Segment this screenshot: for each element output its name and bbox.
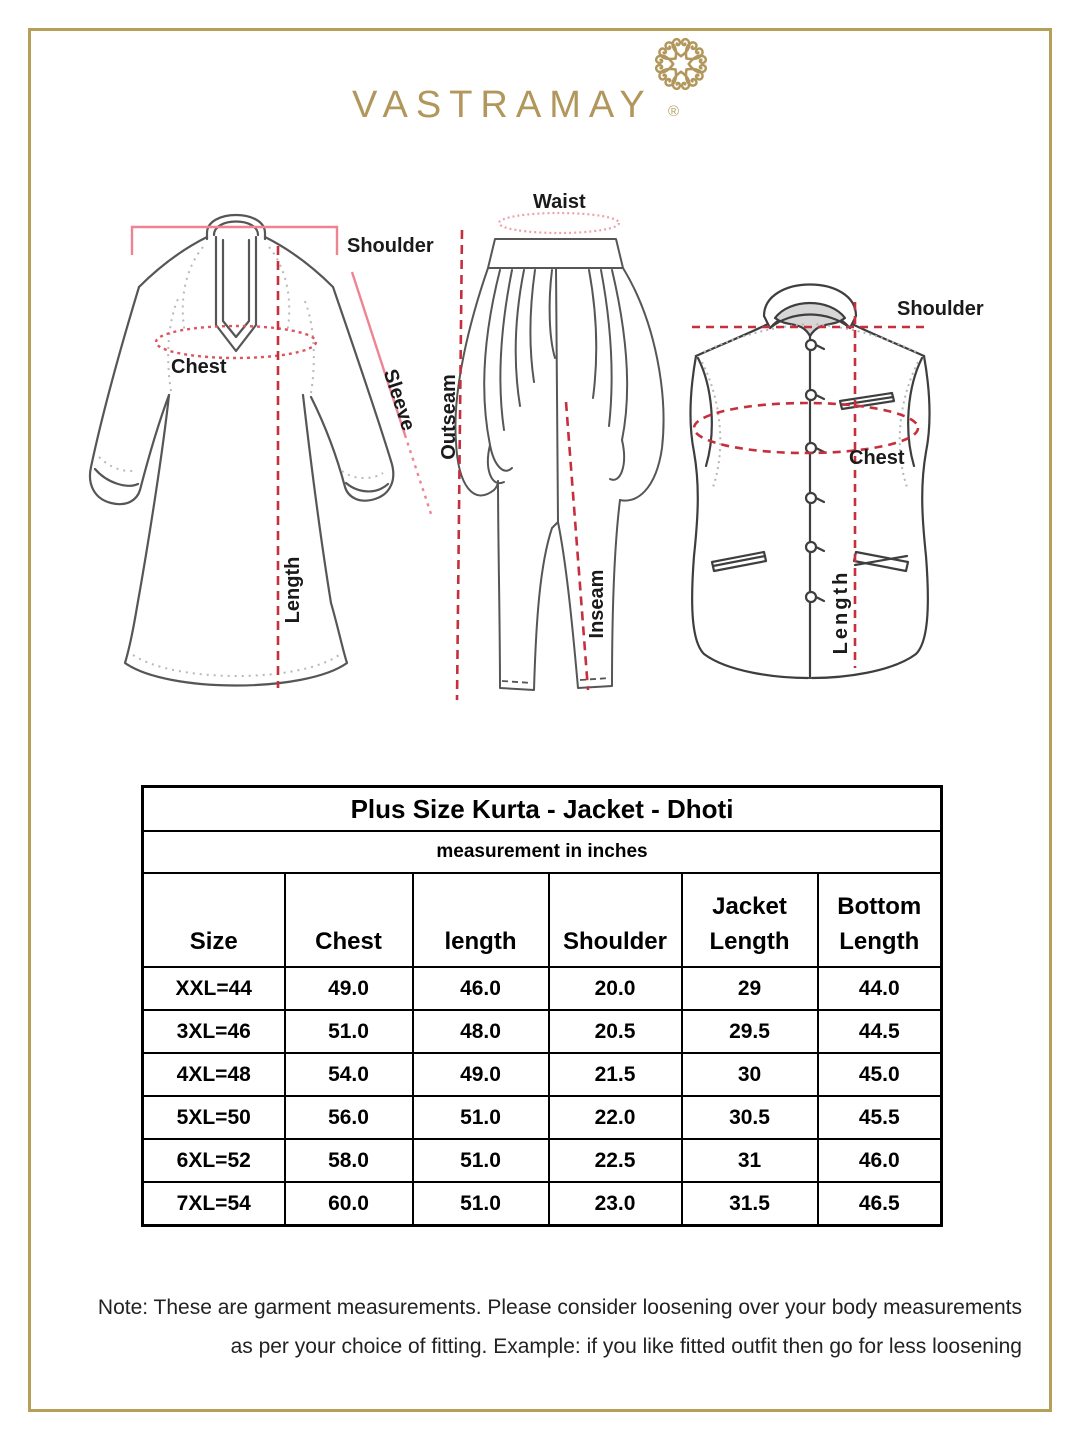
jacket-chest-label: Chest — [849, 447, 905, 469]
jacket-length-cell: 31 — [682, 1139, 818, 1182]
size-chart-table — [141, 785, 943, 1227]
length-cell: 51.0 — [413, 1182, 549, 1226]
size-chart-subtitle-row — [143, 831, 942, 873]
note-line-2: as per your choice of fitting. Example: if you like fitted outfit then go for less loosening — [230, 1335, 1022, 1358]
length-cell: 51.0 — [413, 1139, 549, 1182]
jacket-length-label: Length — [830, 569, 852, 655]
bottom-length-cell: 46.0 — [818, 1139, 942, 1182]
kurta-chest-label: Chest — [171, 356, 227, 378]
table-row — [143, 1139, 942, 1182]
table-row — [143, 1010, 942, 1053]
chest-cell: 56.0 — [285, 1096, 413, 1139]
jacket-length-cell: 29 — [682, 967, 818, 1010]
kurta-sleeve-label: Sleeve — [378, 366, 420, 434]
column-header-chest: Chest — [285, 873, 413, 967]
table-row — [143, 1053, 942, 1096]
column-header-jacket-length: Jacket Length — [682, 873, 818, 967]
bottom-length-cell: 45.5 — [818, 1096, 942, 1139]
jacket-shoulder-label: Shoulder — [897, 298, 984, 320]
bottom-length-cell: 44.0 — [818, 967, 942, 1010]
jacket-length-cell: 30 — [682, 1053, 818, 1096]
size-cell: 7XL=54 — [143, 1182, 285, 1226]
size-chart-subtitle: measurement in inches — [143, 831, 942, 873]
chest-cell: 49.0 — [285, 967, 413, 1010]
note-line-1: Note: These are garment measurements. Please consider loosening over your body measurements — [97, 1296, 1022, 1319]
size-cell: 6XL=52 — [143, 1139, 285, 1182]
length-cell: 51.0 — [413, 1096, 549, 1139]
size-cell: 3XL=46 — [143, 1010, 285, 1053]
length-cell: 49.0 — [413, 1053, 549, 1096]
chest-cell: 54.0 — [285, 1053, 413, 1096]
size-chart-header-row — [143, 873, 942, 967]
length-cell: 46.0 — [413, 967, 549, 1010]
dhoti-inseam-label: Inseam — [586, 569, 608, 639]
dhoti-waist-label: Waist — [533, 191, 586, 213]
column-header-length: length — [413, 873, 549, 967]
jacket-length-cell: 30.5 — [682, 1096, 818, 1139]
measurement-note — [50, 1288, 1022, 1366]
table-row — [143, 967, 942, 1010]
kurta-length-label: Length — [282, 556, 304, 624]
size-cell: XXL=44 — [143, 967, 285, 1010]
registered-trademark-icon: ® — [668, 103, 680, 120]
jacket-length-cell: 29.5 — [682, 1010, 818, 1053]
table-row — [143, 1096, 942, 1139]
chest-cell: 60.0 — [285, 1182, 413, 1226]
dhoti-outseam-label: Outseam — [438, 374, 460, 460]
shoulder-cell: 20.0 — [549, 967, 682, 1010]
size-cell: 5XL=50 — [143, 1096, 285, 1139]
shoulder-cell: 23.0 — [549, 1182, 682, 1226]
size-cell: 4XL=48 — [143, 1053, 285, 1096]
kurta-diagram — [75, 205, 470, 705]
bottom-length-cell: 45.0 — [818, 1053, 942, 1096]
shoulder-cell: 21.5 — [549, 1053, 682, 1096]
column-header-bottom-length: Bottom Length — [818, 873, 942, 967]
size-chart-title-row — [143, 787, 942, 832]
chest-cell: 51.0 — [285, 1010, 413, 1053]
jacket-length-cell: 31.5 — [682, 1182, 818, 1226]
bottom-length-cell: 46.5 — [818, 1182, 942, 1226]
brand-flower-icon — [649, 34, 713, 99]
bottom-length-cell: 44.5 — [818, 1010, 942, 1053]
shoulder-cell: 20.5 — [549, 1010, 682, 1053]
dhoti-diagram — [440, 190, 685, 705]
kurta-shoulder-label: Shoulder — [347, 235, 434, 257]
column-header-shoulder: Shoulder — [549, 873, 682, 967]
length-cell: 48.0 — [413, 1010, 549, 1053]
column-header-size: Size — [143, 873, 285, 967]
table-row — [143, 1182, 942, 1226]
shoulder-cell: 22.0 — [549, 1096, 682, 1139]
shoulder-cell: 22.5 — [549, 1139, 682, 1182]
brand-wordmark: VASTRAMAY — [352, 84, 653, 126]
chest-cell: 58.0 — [285, 1139, 413, 1182]
size-chart-title: Plus Size Kurta - Jacket - Dhoti — [143, 787, 942, 832]
